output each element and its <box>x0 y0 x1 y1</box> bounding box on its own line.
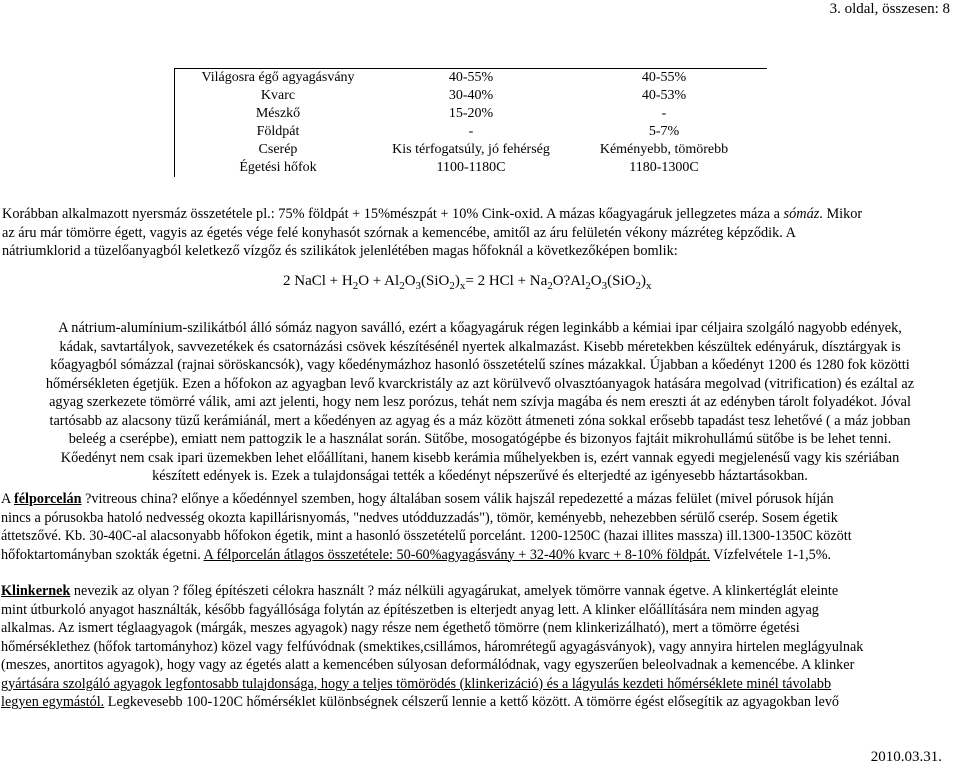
text-line: kőagyagból sómázzal (rajnai söröskancsók), vagy kőedénymázhoz hasonló összetételű színes mázakkal. Újabban a kőedényt 1200 és 1280 fok közötti <box>50 357 910 373</box>
text-line <box>0 582 960 601</box>
text-run: Legkevesebb 100-120C hőmérséklet különbségnek célszerű lennie a kettő között. A tömörre égést elősegítik az agyagokban levő <box>104 694 840 710</box>
table-cell: 40-53% <box>641 88 687 103</box>
table-row <box>175 105 767 123</box>
text-line: (meszes, anortitos agyagok), hogy vagy az égetés alatt a kemencében súlyosan deformálódnak, vagy egyszerűen beleolvadnak a kemencébe. A klinker <box>1 657 855 673</box>
eq-text: O <box>404 273 416 289</box>
text-line <box>0 490 960 509</box>
eq-text: (SiO <box>607 273 636 289</box>
semi-porcelain-paragraph <box>0 490 960 564</box>
table-cell: Földpát <box>256 124 300 139</box>
text-line <box>0 205 960 224</box>
clinker-paragraph <box>0 582 960 712</box>
eq-sub: 2 <box>399 280 405 292</box>
table-cell: 5-7% <box>648 124 680 139</box>
salt-glaze-term: sómáz <box>783 206 820 222</box>
text-line: nincs a pórusokba hatoló nedvesség okozta kapillárisnyomás, "nedves utódduzzadás"), tömör, keményebb, nehezebben sérülő cserép. Sosem égetik <box>1 509 838 526</box>
table-cell: Cserép <box>258 142 298 157</box>
text-run: Korábban alkalmazott nyersmáz összetétele pl.: 75% földpát + 15%mészpát + 10% Cink-oxid. A mázas kőagyagáruk jellegzetes máza a <box>2 206 784 222</box>
text-run: ?vitreous china? előnye a kőedénnyel szemben, hogy általában sosem válik hajszál repedezetté a mázas felület (mivel pórusok híján <box>81 491 834 507</box>
table-cell: 15-20% <box>448 106 494 121</box>
text-run: . Mikor <box>819 206 863 222</box>
table-row <box>175 69 767 87</box>
eq-sub: x <box>645 280 652 292</box>
text-run: Vízfelvétele 1-1,5%. <box>710 546 832 563</box>
table-row <box>175 159 767 177</box>
eq-text: (SiO <box>421 273 450 289</box>
table-cell: Világosra égő agyagásvány <box>201 70 355 85</box>
eq-text: ) <box>640 273 646 289</box>
table-row <box>175 141 767 159</box>
table-row <box>175 123 767 141</box>
table-cell: Mészkő <box>255 106 301 121</box>
eq-text: O?Al <box>552 273 586 289</box>
text-line: áttetszővé. Kb. 30-40C-al alacsonyabb hőfokon égetik, mint a hasonló összetételű porcelánt. 1200-1250C (hazai illites massza) ill.1300-1350C között <box>1 528 852 544</box>
table-cell: 40-55% <box>448 70 494 85</box>
table-cell: Kis térfogatsúly, jó fehérség <box>392 142 550 157</box>
table-cell: Kvarc <box>260 88 296 103</box>
eq-sub: 2 <box>635 280 641 292</box>
print-date: 2010.03.31. <box>870 749 942 765</box>
text-line: készített edények is. Ezek a tulajdonságai tették a kőedényt népszerűvé és elterjedté az igényesebb háztartásokban. <box>152 468 808 484</box>
table-cell: 30-40% <box>448 88 494 103</box>
table-cell: Égetési hőfok <box>239 160 317 175</box>
text-line: Kőedényt nem csak ipari üzemekben lehet előállítani, hanem kisebb kerámia műhelyekben is, ezért vannak egyedi megjelenésű vagy kis szériában <box>60 449 900 466</box>
page-header <box>0 0 960 24</box>
text-run: hőfoktartományban szokták égetni. <box>1 546 204 563</box>
text-run: legyen egymástól. <box>1 694 105 710</box>
text-line: az áru már tömörre égett, vagyis az égetés vége felé konyhasót szórnak a kemencébe, amitől az áru felületén vékony mázréteg képződik. A <box>2 224 796 241</box>
eq-sub: 2 <box>585 280 591 292</box>
eq-sub: 3 <box>415 280 422 292</box>
chemical-equation <box>283 270 651 297</box>
text-line: tartósabb az alacsony tüzű kerámiánál, mert a kőedényen az agyag és a máz között átmeneti zóna sokkal erősebb tapadást tesz lehetővé ( a máz jobban <box>49 412 911 429</box>
text-line <box>0 546 960 565</box>
text-line: beleég a cserépbe), emiatt nem pattogzik le a használat során. Sütőbe, mosogatógépbe és bizonyos fajtáit mikrohullámú sütőbe is be lehet tenni. <box>68 431 892 447</box>
text-line: nátriumklorid a tüzelőanyagból keletkező vízgőz és szilikátok jelenlétében magas hőfoknál a következőképen bomlik: <box>2 243 678 259</box>
table-cell: 1180-1300C <box>629 160 699 175</box>
eq-sub: 3 <box>601 280 608 292</box>
text-line: agyag szerkezete tömörré válik, ami azt jelenti, hogy nem lesz porózus, tehát nem szívja magába és nem ereszti át az edényben tárolt folyadékot. Jóval <box>49 394 911 410</box>
page-number: 3. oldal, összesen: 8 <box>829 1 950 17</box>
eq-text: O <box>590 273 602 289</box>
text-line: kádak, savtartályok, savvezetékek és csatornázási csövek készítésénél nyertek alkalmazást. Kisebb méretekben készültek edényáruk, dísztárgyak is <box>59 338 901 355</box>
table-cell: 40-55% <box>641 70 687 85</box>
text-run: nevezik az olyan ? főleg építészeti célokra használt ? máz nélküli agyagárukat, amelyek tömörre vannak égetve. A klinkertéglát eleinte <box>70 583 839 599</box>
semi-porcelain-term: félporcelán <box>14 491 82 507</box>
composition-table <box>174 68 767 177</box>
text-line: A nátrium-alumínium-szilikátból álló sómáz nagyon saválló, ezért a kőagyagáruk régen leginkább a kémiai ipar céljaira szolgáló nagyobb edények, <box>58 320 902 336</box>
eq-sub: x <box>459 280 466 292</box>
table-cell: 1100-1180C <box>436 160 506 175</box>
composition-sentence: A félporcelán átlagos összetétele: 50-60%agyagásvány + 32-40% kvarc + 8-10% földpát. <box>203 546 710 563</box>
eq-text: ) <box>454 273 460 289</box>
text-line: hőmérséklethez (hőfok tartományhoz) közel vagy felfúvódnak (smektikes,csillámos, háromrétegű agyagásványok), vagy annyira hirtelen meglágyulnak <box>1 638 864 655</box>
eq-sub: 2 <box>449 280 455 292</box>
text-line: hőmérsékleten égetjük. Ezen a hőfokon az agyagban levő kvarckristály az azt körülvevő olvasztóanyagok hatására megolvad (vitrification) és ezáltal az <box>45 375 915 392</box>
table-cell: - <box>661 106 667 121</box>
table-cell: Kéményebb, tömörebb <box>599 142 729 157</box>
text-line: mint útburkoló anyagot használták, később fagyállósága folytán az építészetben is elterjedt anyag lett. A klinker előállítására nem minden agyag <box>1 601 819 618</box>
text-line <box>0 693 960 712</box>
eq-sub: 2 <box>352 280 359 292</box>
text-line: gyártására szolgáló agyagok legfontosabb tulajdonsága, hogy a teljes tömörödés (klinkerizáció) és a lágyulás kezdeti hőmérséklete minél távolabb <box>1 675 832 692</box>
intro-paragraph <box>0 205 960 261</box>
table-row <box>175 87 767 105</box>
text-line: alkalmas. Az ismert téglaagyagok (márgák, meszes agyagok) nagy része nem égethető tömörre (nem klinkerizálható), mert a tömörre égetési <box>1 620 800 636</box>
eq-text: = 2 HCl + Na <box>465 273 548 289</box>
stoneware-paragraph <box>0 319 960 486</box>
eq-text: 2 NaCl + H <box>283 273 353 289</box>
table-cell: - <box>468 124 474 139</box>
eq-sub: 2 <box>547 280 553 292</box>
eq-text: O + Al <box>358 273 400 289</box>
clinker-term: Klinkernek <box>1 583 71 599</box>
text-run: A <box>1 491 15 507</box>
